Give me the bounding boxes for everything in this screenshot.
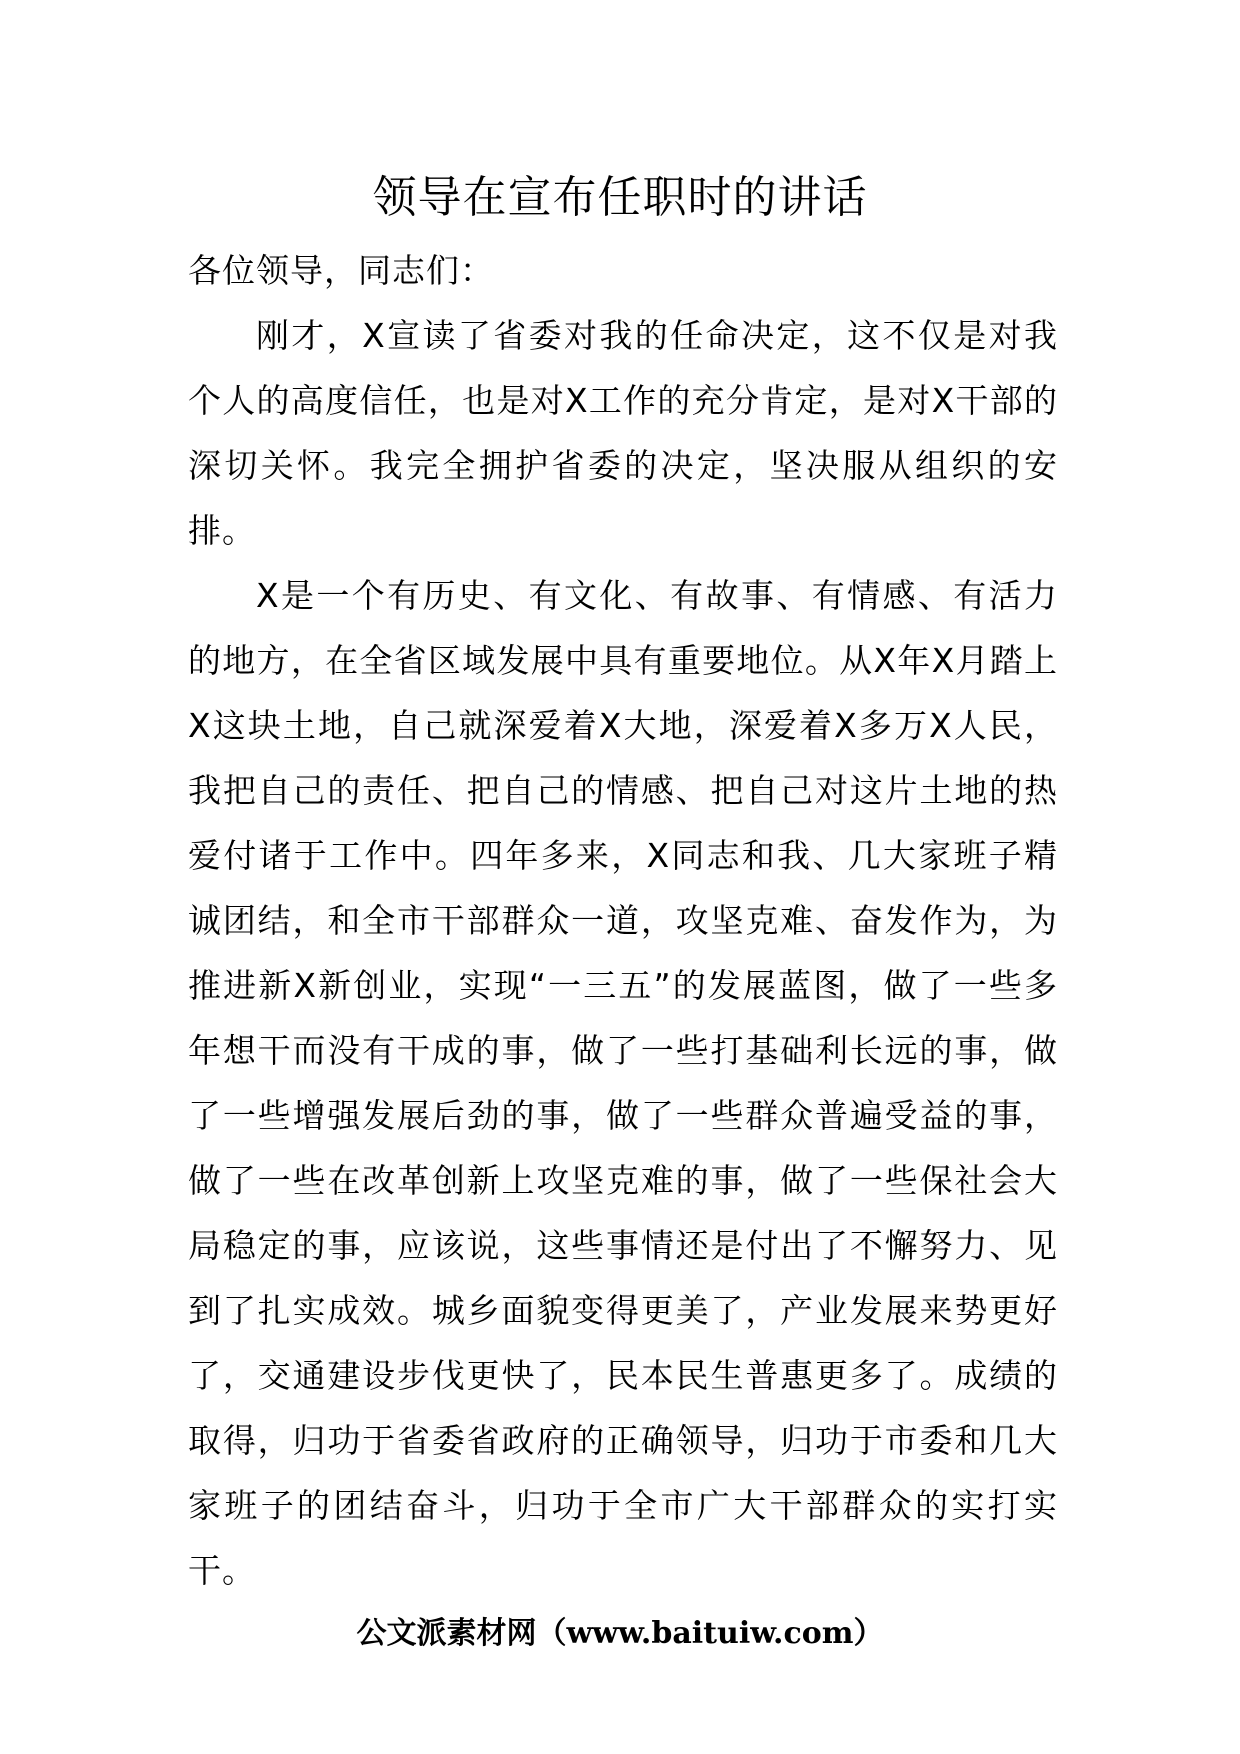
paragraph-2: X是一个有历史、有文化、有故事、有情感、有活力的地方，在全省区域发展中具有重要地位。从X年X月踏上X这块土地，自己就深爱着X大地，深爱着X多万X人民，我把自己的责任、把自己的情感、把自己对这片土地的热爱付诸于工作中。四年多来，X同志和我、几大家班子精诚团结，和全市干部群众一道，攻坚克难、奋发作为，为推进新X新创业，实现“一三五”的发展蓝图，做了一些多年想干而没有干成的事，做了一些打基础利长远的事，做了一些增强发展后劲的事，做了一些群众普遍受益的事，做了一些在改革创新上攻坚克难的事，做了一些保社会大局稳定的事，应该说，这些事情还是付出了不懈努力、见到了扎实成效。城乡面貌变得更美了，产业发展来势更好了，交通建设步伐更快了，民本民生普惠更多了。成绩的取得，归功于省委省政府的正确领导，归功于市委和几大家班子的团结奋斗，归功于全市广大干部群众的实打实干。 <box>188 576 1058 1590</box>
document-title: 领导在宣布任职时的讲话 <box>372 172 868 223</box>
document-body <box>188 238 1058 1603</box>
footer-source-text: 公文派素材网（www.baituiw.com） <box>356 1616 884 1651</box>
salutation: 各位领导，同志们： <box>188 251 494 290</box>
paragraph-1: 刚才，X宣读了省委对我的任命决定，这不仅是对我个人的高度信任，也是对X工作的充分肯定，是对X干部的深切关怀。我完全拥护省委的决定，坚决服从组织的安排。 <box>188 316 1058 550</box>
